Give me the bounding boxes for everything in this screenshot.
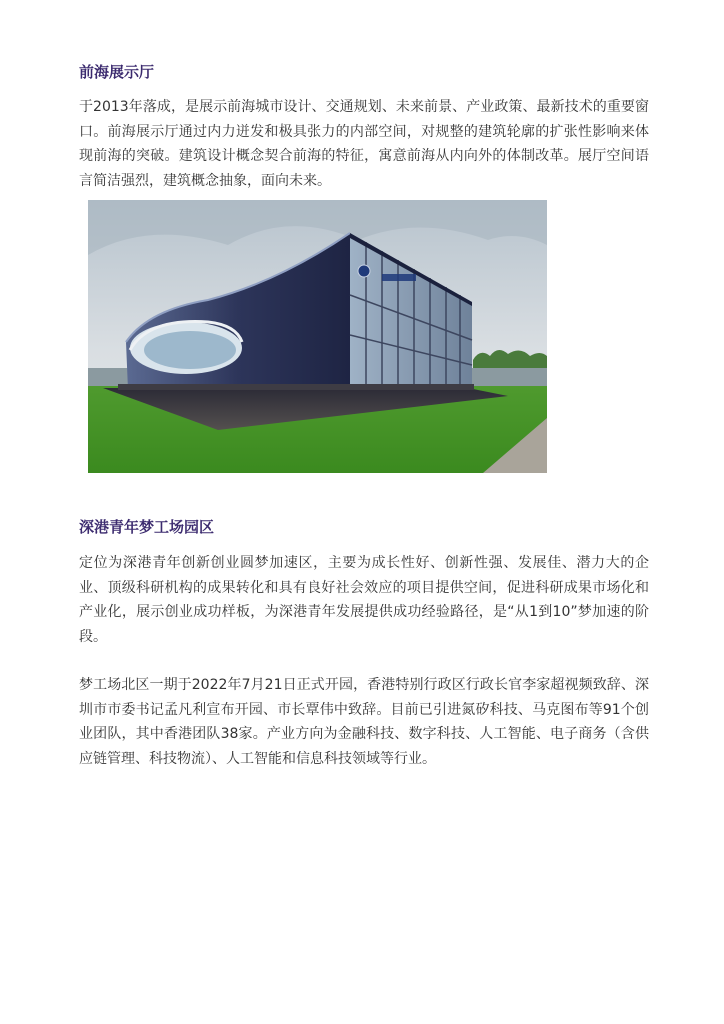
exhibition-hall-photo bbox=[88, 200, 547, 473]
building-plinth bbox=[118, 384, 474, 390]
youth-dream-workshop-north-area: 梦工场北区一期于2022年7月21日正式开园，香港特别行政区行政长官李家超视频致辞、深圳市市委书记孟凡利宣布开园、市长覃伟中致辞。目前已引进氮矽科技、马克图布等91个创业团队，其中香港团队38家。产业方向为金融科技、数字科技、人工智能、电子商务（含供应链管理、科技物流）、人工智能和信息科技领域等行业。 bbox=[79, 677, 649, 767]
section-title-youth-dream-workshop: 深港青年梦工场园区 bbox=[79, 518, 215, 536]
youth-dream-workshop-positioning: 定位为深港青年创新创业圆梦加速区，主要为成长性好、创新性强、发展佳、潜力大的企业、顶级科研机构的成果转化和具有良好社会效应的项目提供空间，促进科研成果市场化和产业化，展示创业成功样板，为深港青年发展提供成功经验路径，是“从1到10”梦加速的阶段。 bbox=[79, 555, 649, 645]
qianhai-exhibition-hall-description: 于2013年落成，是展示前海城市设计、交通规划、未来前景、产业政策、最新技术的重要窗口。前海展示厅通过内力迸发和极具张力的内部空间，对规整的建筑轮廓的扩张性影响来体现前海的突破。建筑设计概念契合前海的特征，寓意前海从内向外的体制改革。展厅空间语言简洁强烈，建筑概念抽象，面向未来。 bbox=[79, 99, 649, 189]
section-title-qianhai-exhibition-hall: 前海展示厅 bbox=[79, 63, 155, 81]
facade-signage bbox=[382, 274, 416, 281]
building-opening-inner bbox=[144, 331, 236, 369]
building-emblem bbox=[358, 265, 370, 277]
